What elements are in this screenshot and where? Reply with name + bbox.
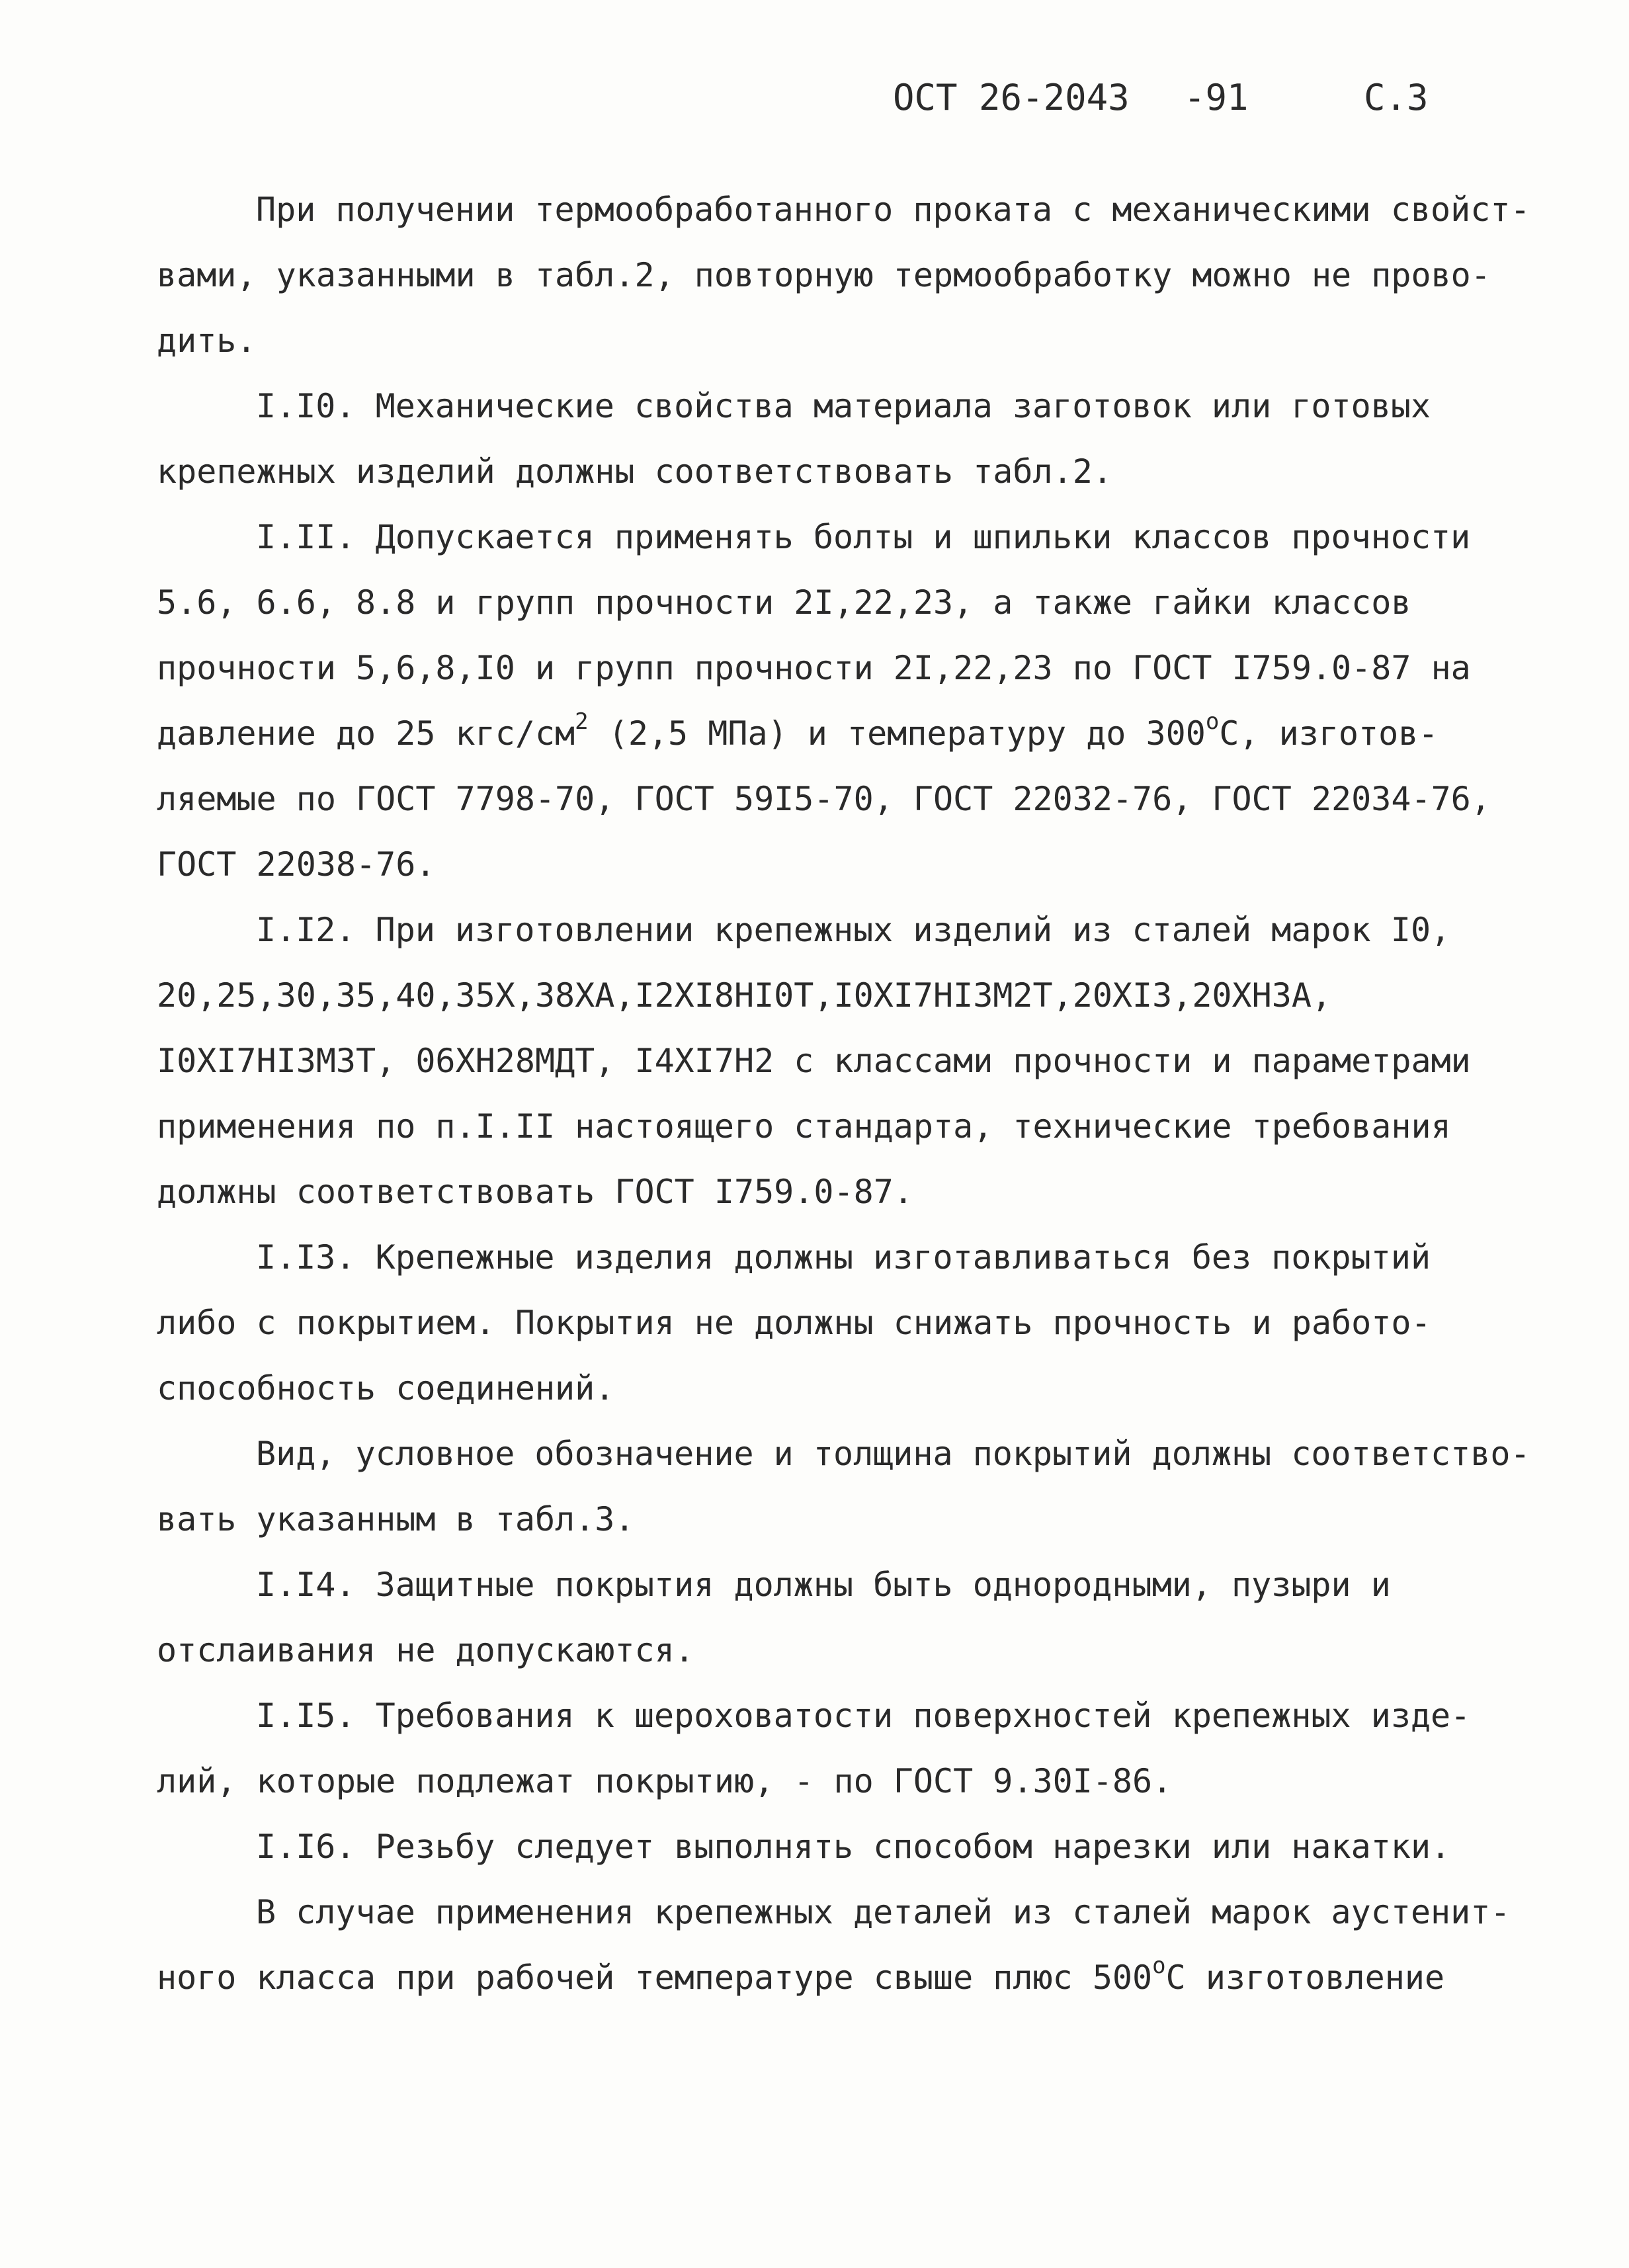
clause-1-15: I.I5. Требования к шероховатости поверхностей крепежных изде- bbox=[256, 1697, 1471, 1735]
superscript: 2 bbox=[575, 708, 589, 735]
clause-1-12: I.I2. При изготовлении крепежных изделий из сталей марок I0, bbox=[256, 911, 1451, 949]
text-line: вать указанным в табл.3. bbox=[157, 1500, 635, 1538]
text-line: 5.6, 6.6, 8.8 и групп прочности 2I,22,23, а также гайки классов bbox=[157, 583, 1411, 622]
clause-1-14: I.I4. Защитные покрытия должны быть однородными, пузыри и bbox=[256, 1566, 1391, 1604]
text-fragment: ного класса при рабочей температуре свыше плюс 500 bbox=[157, 1958, 1153, 1997]
text-line: В случае применения крепежных деталей из сталей марок аустенит- bbox=[256, 1893, 1511, 1931]
text-fragment: (2,5 МПа) и температуру до 300 bbox=[588, 714, 1206, 753]
text-fragment: С изготовление bbox=[1165, 1958, 1445, 1997]
clause-1-13: I.I3. Крепежные изделия должны изготавливаться без покрытий bbox=[256, 1238, 1431, 1277]
text-line: Вид, условное обозначение и толщина покрытий должны соответство- bbox=[256, 1435, 1530, 1473]
text-line-with-superscripts bbox=[157, 701, 1539, 767]
superscript: о bbox=[1152, 1953, 1166, 1980]
text-line: 20,25,30,35,40,35Х,38ХА,I2ХI8НI0Т,I0ХI7НI3М2Т,20ХI3,20ХН3А, bbox=[157, 976, 1332, 1015]
text-line: применения по п.I.II настоящего стандарта, технические требования bbox=[157, 1107, 1451, 1146]
clause-1-10: I.I0. Механические свойства материала заготовок или готовых bbox=[256, 387, 1431, 425]
text-line: прочности 5,6,8,I0 и групп прочности 2I,22,23 по ГОСТ I759.0-87 на bbox=[157, 649, 1471, 687]
text-fragment: С, изготов- bbox=[1219, 714, 1439, 753]
text-line-with-superscript bbox=[157, 1945, 1539, 2011]
text-fragment: давление до 25 кгс/см bbox=[157, 714, 575, 753]
clause-1-16: I.I6. Резьбу следует выполнять способом нарезки или накатки. bbox=[256, 1827, 1451, 1866]
standard-year: -91 bbox=[1184, 77, 1249, 118]
clause-1-11: I.II. Допускается применять болты и шпильки классов прочности bbox=[256, 518, 1471, 556]
text-line: должны соответствовать ГОСТ I759.0-87. bbox=[157, 1173, 913, 1211]
text-line: крепежных изделий должны соответствовать табл.2. bbox=[157, 452, 1112, 491]
text-line: I0ХI7НI3М3Т, 06ХН28МДТ, I4ХI7Н2 с классами прочности и параметрами bbox=[157, 1042, 1471, 1080]
text-line: ляемые по ГОСТ 7798-70, ГОСТ 59I5-70, ГОСТ 22032-76, ГОСТ 22034-76, bbox=[157, 780, 1491, 818]
page-header bbox=[893, 71, 1488, 124]
superscript: о bbox=[1205, 708, 1220, 735]
text-line: отслаивания не допускаются. bbox=[157, 1631, 694, 1669]
text-line: При получении термообработанного проката с механическими свойст- bbox=[256, 190, 1530, 229]
text-line: способность соединений. bbox=[157, 1369, 615, 1407]
page-number: С.3 bbox=[1364, 77, 1429, 118]
text-line: ГОСТ 22038-76. bbox=[157, 845, 436, 884]
text-line: дить. bbox=[157, 321, 257, 360]
document-body bbox=[157, 177, 1539, 2011]
standard-number: ОСТ 26-2043 bbox=[893, 77, 1130, 118]
text-line: либо с покрытием. Покрытия не должны снижать прочность и работо- bbox=[157, 1304, 1431, 1342]
text-line: вами, указанными в табл.2, повторную термообработку можно не прово- bbox=[157, 256, 1491, 294]
text-line: лий, которые подлежат покрытию, - по ГОСТ 9.30I-86. bbox=[157, 1762, 1173, 1800]
